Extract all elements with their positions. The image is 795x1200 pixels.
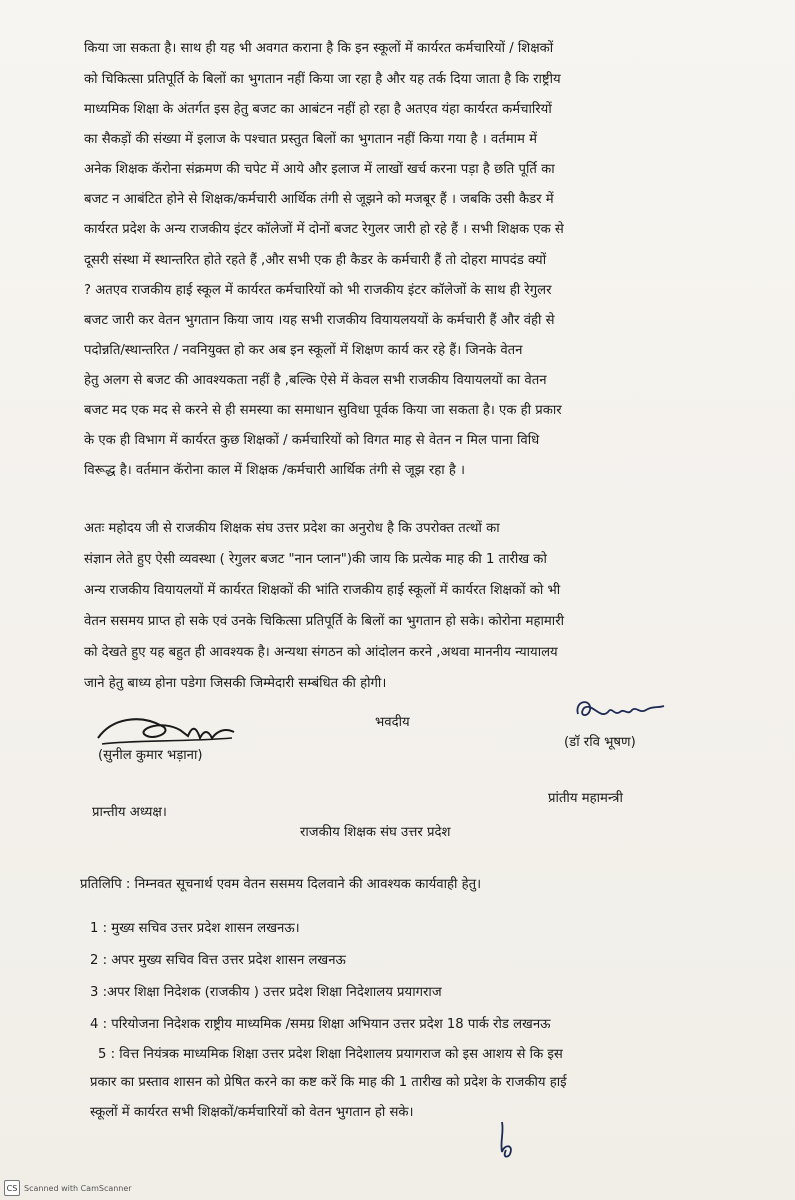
text-line: बजट मद एक मद से करने से ही समस्या का समाधान सुविधा पूर्वक किया जा सकता है। एक ही प्रकार — [84, 403, 562, 418]
text-line: अन्य राजकीय वियायलयों में कार्यरत शिक्षकों की भांति राजकीय हाई स्कूलों में कार्यरत शिक्षकों को भी — [84, 583, 561, 598]
text-line: पदोन्नति/स्थान्तरित / नवनियुक्त हो कर अब इन स्कूलों में शिक्षण कार्य कर रहे हैं। जिनके वेतन — [84, 343, 523, 358]
camscanner-logo-icon: CS — [4, 1180, 20, 1196]
copy-to-item: 4 : परियोजना निदेशक राष्ट्रीय माध्यमिक /समग्र शिक्षा अभियान उत्तर प्रदेश 18 पार्क रोड लखनऊ — [90, 1017, 551, 1032]
text-line: बजट न आबंटित होने से शिक्षक/कर्मचारी आर्थिक तंगी से जूझने को मजबूर हैं । जबकि उसी कैडर में — [84, 192, 554, 207]
text-line: को चिकित्सा प्रतिपूर्ति के बिलों का भुगतान नहीं किया जा रहा है और यह तर्क दिया जाता है कि राष्ट्रीय — [84, 72, 561, 87]
initials-mark — [490, 1118, 520, 1162]
copy-to-item: 1 : मुख्य सचिव उत्तर प्रदेश शासन लखनऊ। — [90, 921, 300, 936]
copy-to-item: 5 : वित्त नियंत्रक माध्यमिक शिक्षा उत्तर प्रदेश शिक्षा निदेशालय प्रयागराज को इस आशय से कि इस — [98, 1047, 563, 1062]
scanner-watermark — [4, 1180, 132, 1196]
text-line: संज्ञान लेते हुए ऐसी व्यवस्था ( रेगुलर बजट "नान प्लान")की जाय कि प्रत्येक माह की 1 तारीख को — [84, 552, 547, 567]
copy-to-item: 2 : अपर मुख्य सचिव वित्त उत्तर प्रदेश शासन लखनऊ — [90, 953, 346, 968]
text-line: के एक ही विभाग में कार्यरत कुछ शिक्षकों / कर्मचारियों को विगत माह से वेतन न मिल पाना विधि — [84, 433, 540, 448]
text-line: को देखते हुए यह बहुत ही आवश्यक है। अन्यथा संगठन को आंदोलन करने ,अथवा माननीय न्यायालय — [84, 645, 558, 660]
right-signatory-name: (डॉ रवि भूषण) — [564, 735, 636, 750]
text-line: अनेक शिक्षक कॅरोना संक्रमण की चपेट में आये और इलाज में लाखों खर्च करना पड़ा है छति पूर्ति का — [84, 162, 555, 177]
text-line: बजट जारी कर वेतन भुगतान किया जाय ।यह सभी राजकीय वियायलययों के कर्मचारी हैं और वंही से — [84, 313, 555, 328]
left-signatory-title: प्रान्तीय अध्यक्ष। — [92, 805, 167, 820]
text-line: माध्यमिक शिक्षा के अंतर्गत इस हेतु बजट का आबंटन नहीं हो रहा है अतएव यंहा कार्यरत कर्मचारियों — [84, 102, 552, 117]
scanner-watermark-text: Scanned with CamScanner — [24, 1183, 132, 1193]
copy-to-heading: प्रतिलिपि : निम्नवत सूचनार्थ एवम वेतन ससमय दिलवाने की आवश्यक कार्यवाही हेतु। — [80, 877, 482, 892]
text-line: कार्यरत प्रदेश के अन्य राजकीय इंटर कॉलेजों में दोनों बजट रेगुलर जारी हो रहे हैं । सभी शिक्षक एक से — [84, 222, 564, 237]
copy-to-item: 3 :अपर शिक्षा निदेशक (राजकीय ) उत्तर प्रदेश शिक्षा निदेशालय प्रयागराज — [90, 985, 442, 1000]
text-line: दूसरी संस्था में स्थान्तरित होते रहते हैं ,और सभी एक ही कैडर के कर्मचारी हैं तो दोहरा मापदंड क्यों — [84, 253, 547, 268]
organization-name: राजकीय शिक्षक संघ उत्तर प्रदेश — [300, 825, 451, 840]
text-line: का सैकड़ों की संख्या में इलाज के पश्चात प्रस्तुत बिलों का भुगतान नहीं किया गया है । वर्तमाम में — [84, 132, 537, 147]
text-line: अतः महोदय जी से राजकीय शिक्षक संघ उत्तर प्रदेश का अनुरोध है कि उपरोक्त तत्थों का — [84, 521, 500, 536]
text-line: जाने हेतु बाध्य होना पडेगा जिसकी जिम्मेदारी सम्बंधित की होगी। — [84, 676, 387, 691]
text-line: ? अतएव राजकीय हाई स्कूल में कार्यरत कर्मचारियों को भी राजकीय इंटर कॉलेजों के साथ ही रेगुलर — [84, 283, 552, 298]
text-line: किया जा सकता है। साथ ही यह भी अवगत कराना है कि इन स्कूलों में कार्यरत कर्मचारियों / शिक्षकों — [84, 41, 554, 56]
closing-text: भवदीय — [375, 715, 410, 730]
left-signatory-name: (सुनील कुमार भड़ाना) — [98, 748, 203, 763]
right-signature — [570, 694, 670, 728]
text-line: विरूद्ध है। वर्तमान कॅरोना काल में शिक्षक /कर्मचारी आर्थिक तंगी से जूझ रहा है । — [84, 463, 466, 478]
text-line: हेतु अलग से बजट की आवश्यकता नहीं है ,बल्कि ऐसे में केवल सभी राजकीय वियायलयों का वेतन — [84, 373, 547, 388]
right-signatory-title: प्रांतीय महामन्त्री — [548, 791, 623, 806]
copy-to-item: स्कूलों में कार्यरत सभी शिक्षकों/कर्मचारियों को वेतन भुगतान हो सके। — [90, 1105, 414, 1120]
copy-to-item: प्रकार का प्रस्ताव शासन को प्रेषित करने का कष्ट करें कि माह की 1 तारीख को प्रदेश के राजकीय हाई — [90, 1075, 567, 1090]
text-line: वेतन ससमय प्राप्त हो सके एवं उनके चिकित्सा प्रतिपूर्ति के बिलों का भुगतान हो सके। कोरोना महामारी — [84, 614, 565, 629]
